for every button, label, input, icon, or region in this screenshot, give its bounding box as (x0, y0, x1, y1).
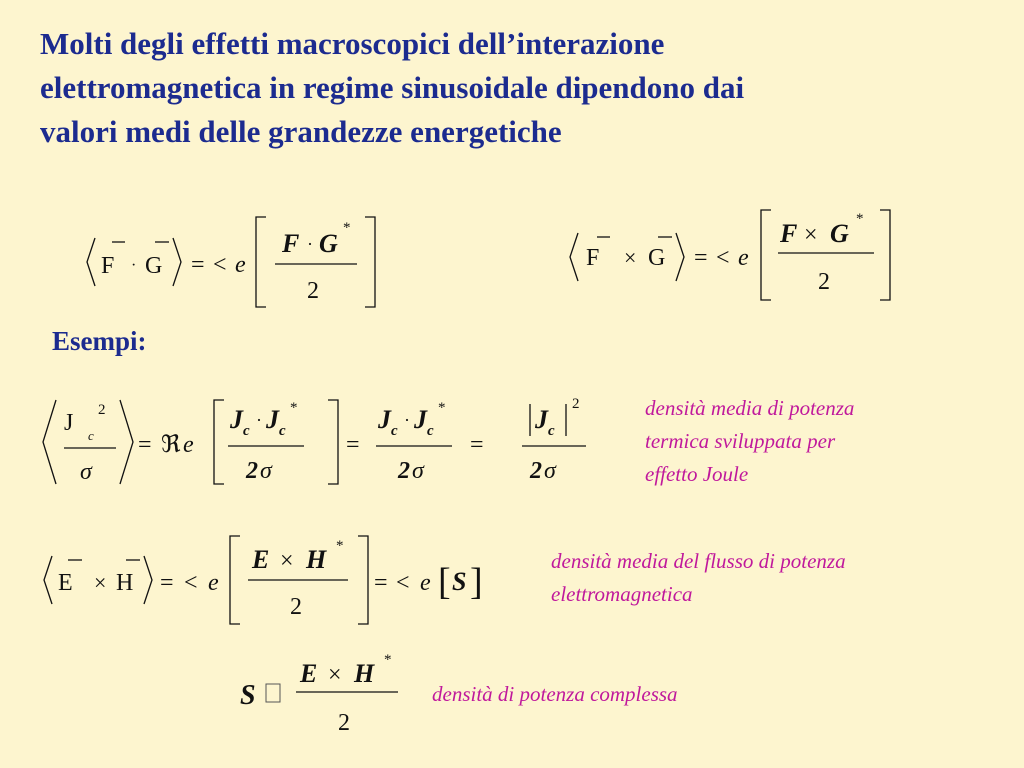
svg-text:S: S (240, 680, 256, 711)
svg-text:=: = (694, 245, 708, 271)
svg-text:G: G (319, 229, 338, 258)
svg-text:σ: σ (80, 459, 92, 485)
svg-text:J: J (64, 410, 74, 436)
svg-text:×: × (94, 570, 107, 595)
svg-text:J: J (266, 405, 279, 434)
svg-text:2: 2 (98, 402, 106, 418)
svg-text:·: · (404, 410, 410, 430)
svg-text:c: c (88, 428, 94, 443)
title-line-1: Molti degli effetti macroscopici dell’interazione (40, 26, 665, 61)
svg-text:*: * (336, 538, 344, 554)
svg-text:=: = (160, 570, 174, 596)
svg-text:G: G (648, 245, 666, 271)
svg-text:2: 2 (246, 458, 258, 484)
svg-text:F: F (586, 245, 600, 271)
svg-text:·: · (256, 410, 262, 430)
svg-text:e: e (738, 245, 749, 271)
description-flux-line-1: densità media del flusso di potenza (551, 549, 846, 573)
formula-complex-poynting (238, 648, 408, 744)
svg-text:×: × (624, 245, 637, 270)
svg-text:c: c (243, 423, 250, 439)
svg-text:2: 2 (572, 396, 580, 412)
svg-text:×: × (328, 662, 342, 688)
svg-text:c: c (427, 423, 434, 439)
svg-text:=: = (138, 432, 152, 458)
slide-title (40, 22, 1000, 154)
svg-text:2: 2 (818, 269, 830, 295)
svg-text:e: e (235, 252, 246, 278)
svg-text:*: * (343, 220, 351, 236)
svg-text:F: F (282, 229, 300, 258)
svg-text:c: c (548, 423, 555, 439)
svg-text:e: e (183, 432, 194, 458)
svg-text:·: · (307, 234, 313, 254)
svg-text:<: < (213, 252, 227, 278)
svg-text:F: F (101, 253, 115, 279)
svg-text:H: H (354, 659, 375, 688)
svg-text:e: e (420, 570, 431, 596)
svg-text:J: J (378, 405, 391, 434)
svg-text:G: G (145, 253, 163, 279)
formula-cross-product-average (568, 205, 898, 305)
title-line-3: valori medi delle grandezze energetiche (40, 114, 562, 149)
description-joule (645, 392, 854, 491)
svg-text:σ: σ (260, 458, 272, 484)
formula-joule-power (38, 392, 598, 492)
svg-text:E: E (300, 659, 318, 688)
svg-text:×: × (804, 222, 818, 248)
svg-text:*: * (384, 652, 392, 668)
svg-text:E: E (58, 570, 73, 596)
svg-text:<: < (396, 570, 410, 596)
svg-text:2: 2 (307, 278, 319, 304)
svg-text:=: = (346, 432, 360, 458)
examples-label: Esempi: (52, 326, 147, 356)
svg-text:G: G (830, 219, 849, 248)
svg-text:2: 2 (530, 458, 542, 484)
svg-text:e: e (208, 570, 219, 596)
description-flux (551, 545, 846, 611)
description-complex (432, 678, 678, 711)
description-flux-line-2: elettromagnetica (551, 582, 693, 606)
svg-text:<: < (716, 245, 730, 271)
svg-text:H: H (116, 570, 134, 596)
svg-text:=: = (374, 570, 388, 596)
svg-text:J: J (535, 405, 548, 434)
svg-text:2: 2 (398, 458, 410, 484)
description-joule-line-1: densità media di potenza (645, 396, 855, 420)
description-joule-line-2: termica sviluppata per (645, 429, 836, 453)
formula-poynting-average (40, 530, 500, 630)
svg-text:2: 2 (290, 594, 302, 620)
svg-text:E: E (252, 545, 270, 574)
svg-text:H: H (306, 545, 327, 574)
svg-text:<: < (184, 570, 198, 596)
svg-text:×: × (280, 548, 294, 574)
svg-text:*: * (856, 211, 864, 227)
svg-text:J: J (414, 405, 427, 434)
svg-text:2: 2 (338, 710, 350, 736)
svg-text:[: [ (438, 561, 451, 603)
svg-text:J: J (230, 405, 243, 434)
svg-text:ℜ: ℜ (161, 432, 181, 458)
svg-text:·: · (131, 257, 137, 274)
svg-text:=: = (191, 252, 205, 278)
svg-text:c: c (279, 423, 286, 439)
svg-text:S: S (452, 567, 467, 596)
svg-text:*: * (290, 400, 298, 416)
svg-text:F: F (780, 219, 798, 248)
svg-text:]: ] (470, 561, 483, 603)
formula-dot-product-average (85, 212, 385, 312)
description-complex-line: densità di potenza complessa (432, 682, 678, 706)
title-line-2: elettromagnetica in regime sinusoidale dipendono dai (40, 70, 745, 105)
svg-text:c: c (391, 423, 398, 439)
svg-text:=: = (470, 432, 484, 458)
svg-text:σ: σ (544, 458, 556, 484)
svg-text:σ: σ (412, 458, 424, 484)
description-joule-line-3: effetto Joule (645, 462, 749, 486)
svg-text:*: * (438, 400, 446, 416)
